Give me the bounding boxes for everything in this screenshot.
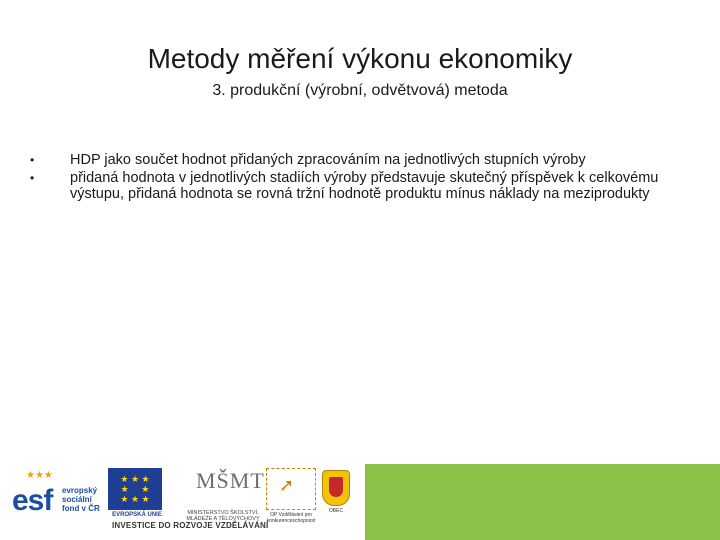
bullet-dot: •	[30, 153, 35, 167]
bullet-dot: •	[30, 171, 35, 185]
bullet-item	[30, 170, 670, 202]
footer-tagline: INVESTICE DO ROZVOJE VZDĚLÁVÁNÍ	[112, 521, 269, 530]
eu-label: EVROPSKÁ UNIE	[112, 512, 162, 518]
esf-logo-text: evropský sociální fond v ČR	[62, 486, 100, 513]
slide-title: Metody měření výkonu ekonomiky	[147, 43, 573, 74]
msmt-label: MINISTERSTVO ŠKOLSTVÍ, MLÁDEŽE A TĚLOVÝCHOVY	[186, 510, 260, 522]
bullet-item	[30, 152, 670, 168]
op-label: OP Vzdělávání pro konkurenceschopnost	[266, 512, 316, 524]
crest-shield-icon	[329, 477, 343, 497]
op-logo	[266, 468, 316, 510]
esf-logo-mark: esf	[12, 484, 53, 517]
footer	[0, 464, 720, 540]
esf-logo	[12, 470, 104, 516]
slide-subtitle: 3. produkční (výrobní, odvětvová) metoda	[212, 82, 508, 99]
esf-stars-icon: ★★★	[26, 470, 53, 481]
msmt-logo	[188, 468, 265, 510]
crest-icon	[322, 470, 350, 506]
eu-flag-icon	[108, 468, 162, 510]
bullet-text: HDP jako součet hodnot přidaných zpracováním na jednotlivých stupních výroby	[70, 152, 586, 168]
bullet-text: přidaná hodnota v jednotlivých stadiích výroby představuje skutečný příspěvek k celkovému výstupu, přidaná hodnota se rovná tržní hodnotě produktu mínus náklady na meziprodukty	[70, 170, 659, 202]
logo-strip	[8, 464, 360, 540]
green-block	[365, 464, 720, 540]
eu-stars-icon: ★ ★ ★ ★ ★ ★ ★ ★	[120, 474, 150, 504]
crest-label: OBEC	[328, 508, 344, 514]
bullet-list	[30, 152, 670, 204]
arrow-icon: ➚	[279, 475, 295, 495]
msmt-logo-mark: MŠMT	[196, 468, 265, 493]
